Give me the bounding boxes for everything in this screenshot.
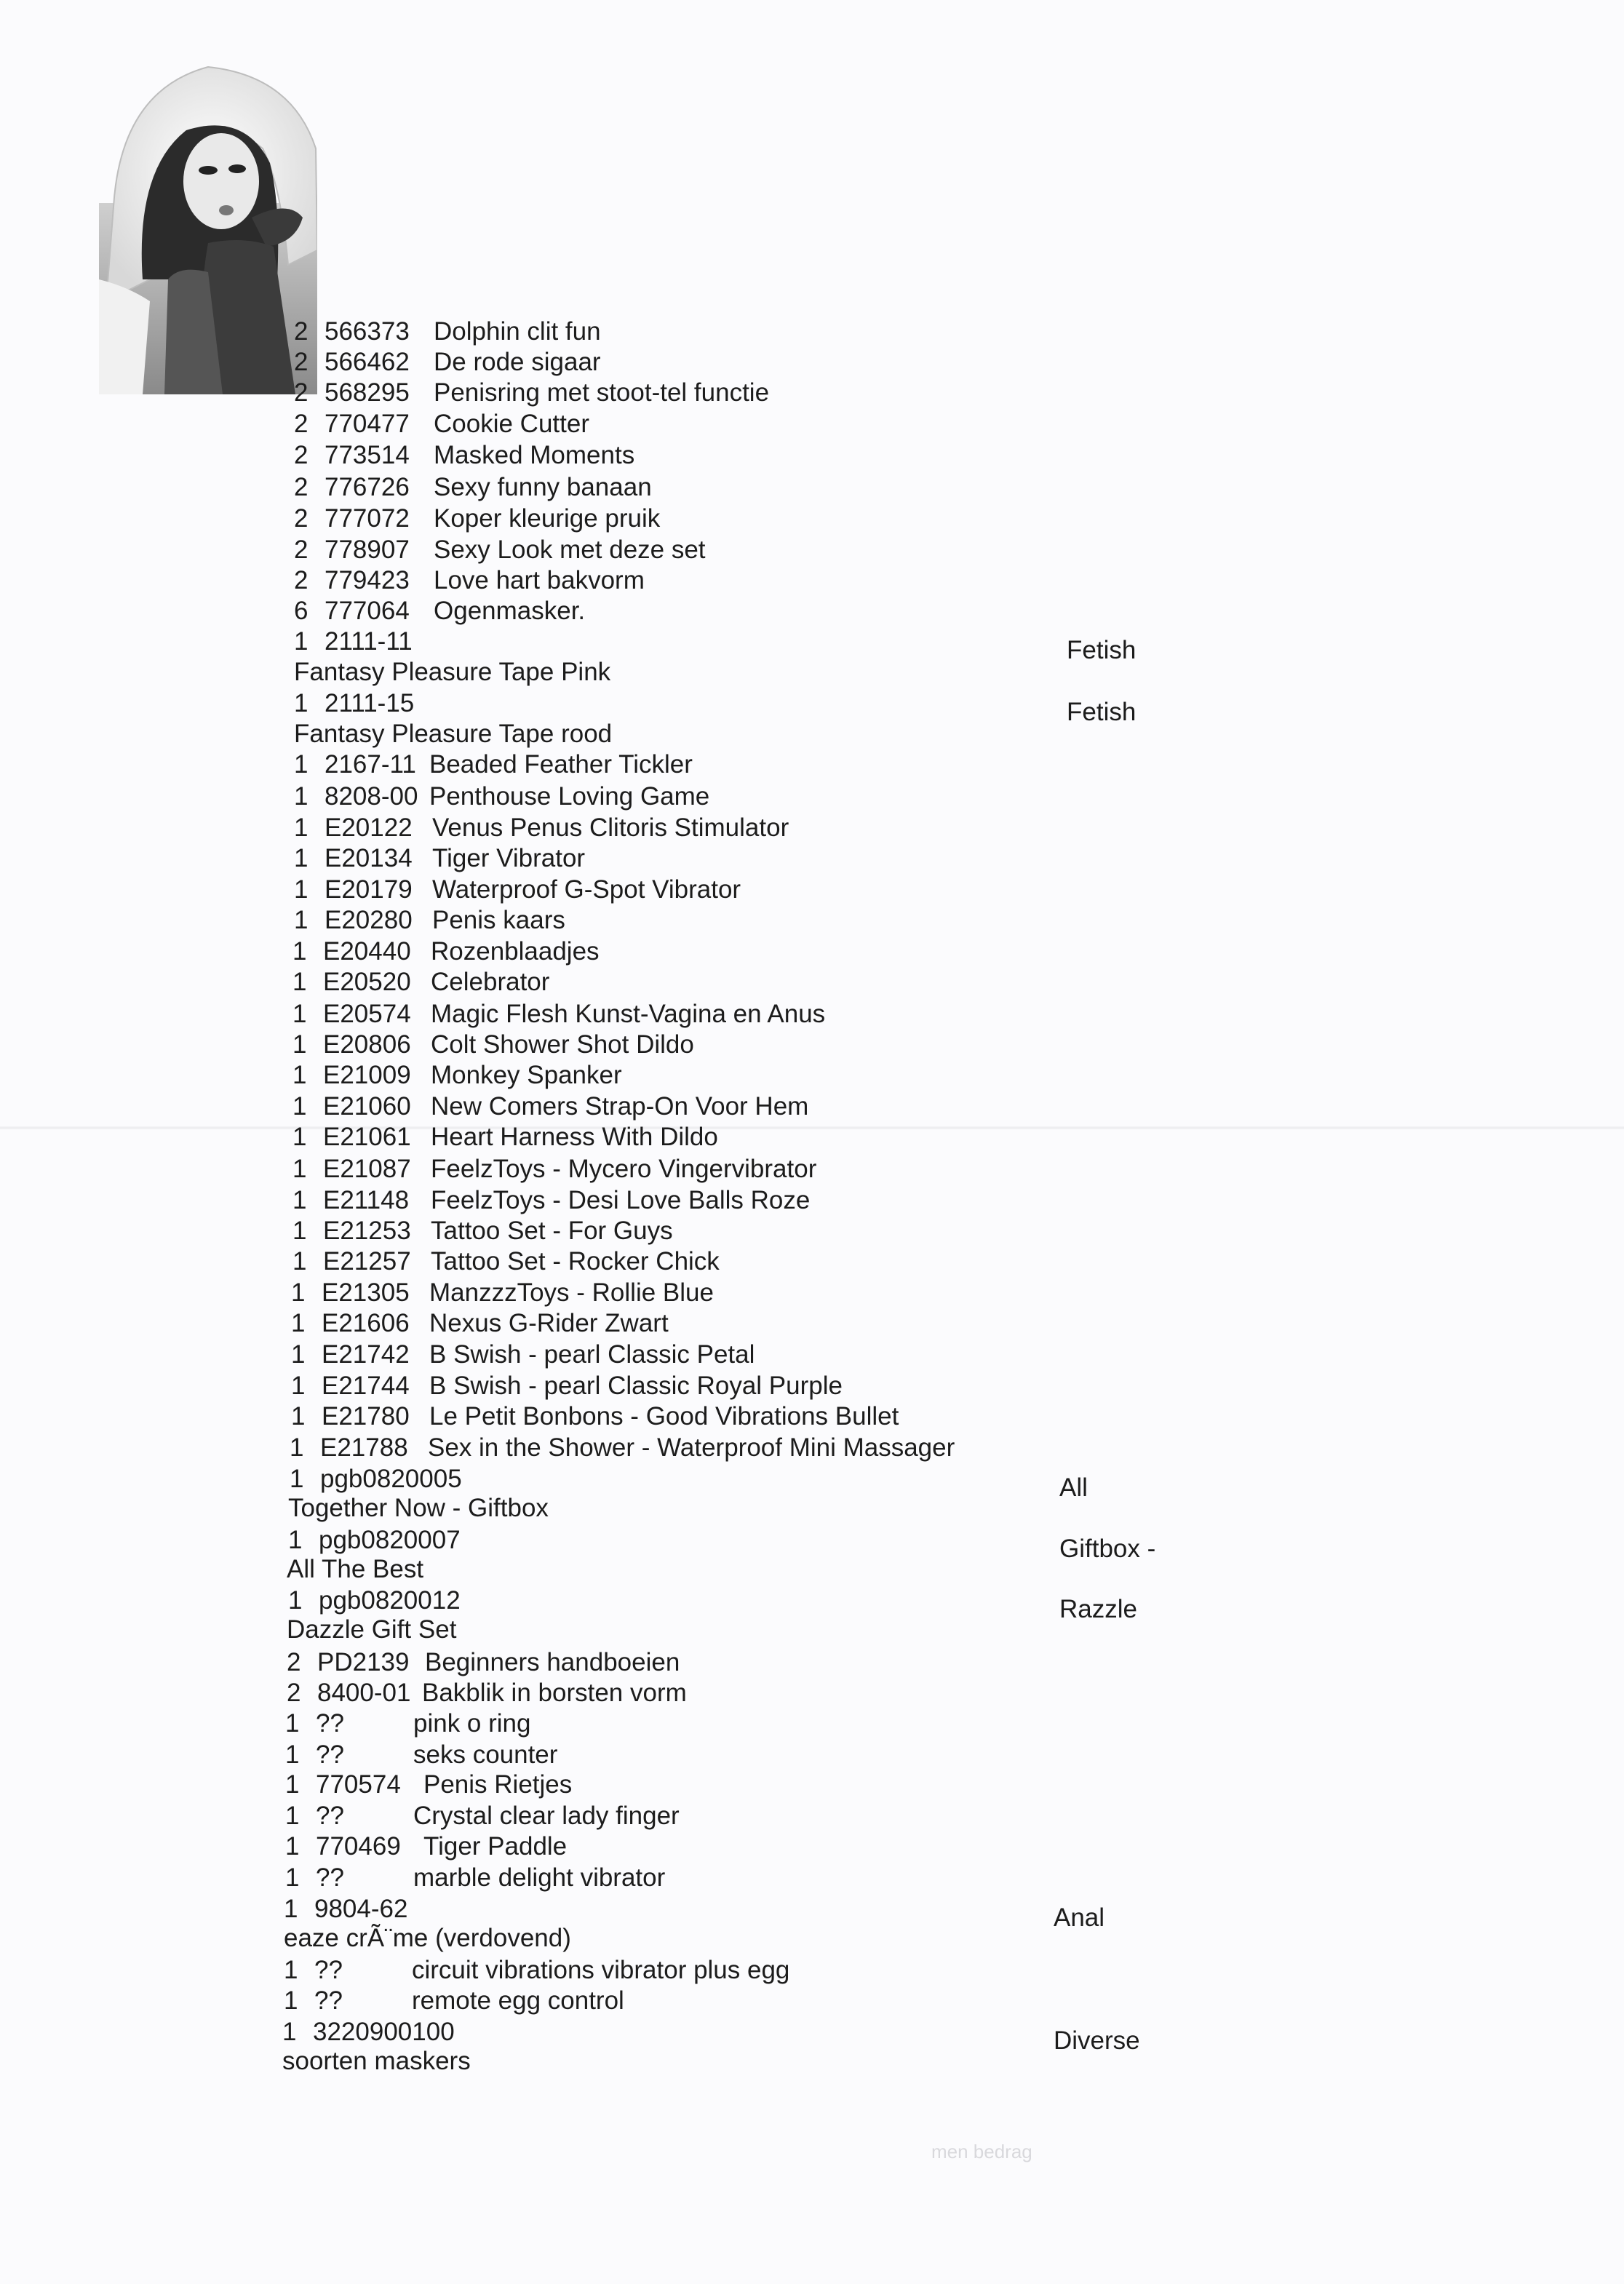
item-code: 8208-00 — [325, 782, 418, 811]
item-description: Tiger Paddle — [423, 1832, 568, 1861]
item-category: All — [1059, 1473, 1088, 1502]
item-code: E20134 — [325, 844, 413, 872]
item-description: De rode sigaar — [434, 348, 601, 376]
item-quantity: 2 — [294, 410, 309, 438]
item-description: Nexus G-Rider Zwart — [429, 1309, 669, 1337]
item-description: Penthouse Loving Game — [429, 782, 710, 811]
item-code: E21061 — [323, 1123, 411, 1151]
item-quantity: 1 — [291, 1372, 306, 1400]
item-description: Beaded Feather Tickler — [429, 750, 693, 779]
item-category: Giftbox - — [1059, 1535, 1156, 1563]
item-quantity: 1 — [284, 1956, 298, 1984]
item-quantity: 1 — [284, 1986, 298, 2015]
item-quantity: 1 — [294, 906, 309, 934]
item-code: ?? — [314, 1986, 343, 2015]
item-description: Le Petit Bonbons - Good Vibrations Bullet — [429, 1402, 899, 1431]
item-code: 2111-11 — [325, 627, 413, 656]
item-quantity: 1 — [291, 1309, 306, 1337]
item-category: Anal — [1054, 1903, 1105, 1932]
item-category: Diverse — [1054, 2026, 1140, 2055]
item-description: Waterproof G-Spot Vibrator — [432, 875, 741, 904]
item-code: 770477 — [325, 410, 410, 438]
item-quantity: 1 — [288, 1526, 303, 1554]
item-code: E21305 — [322, 1278, 410, 1307]
item-code: E21253 — [323, 1217, 411, 1245]
item-quantity: 2 — [294, 566, 309, 594]
item-code: ?? — [316, 1863, 344, 1892]
item-description: Cookie Cutter — [434, 410, 589, 438]
item-quantity: 1 — [291, 1278, 306, 1307]
item-description: Dazzle Gift Set — [287, 1615, 457, 1644]
item-code: 770574 — [316, 1770, 401, 1799]
item-description: Colt Shower Shot Dildo — [431, 1030, 694, 1059]
item-description: Celebrator — [431, 968, 550, 996]
item-quantity: 1 — [285, 1832, 300, 1861]
item-description: B Swish - pearl Classic Royal Purple — [429, 1372, 843, 1400]
item-quantity: 1 — [291, 1340, 306, 1369]
item-quantity: 1 — [292, 1000, 307, 1028]
item-quantity: 2 — [294, 441, 309, 469]
item-code: pgb0820012 — [319, 1586, 461, 1615]
item-description: Rozenblaadjes — [431, 937, 600, 966]
item-code: E21780 — [322, 1402, 410, 1431]
item-continuation-line — [287, 1615, 456, 1644]
item-code: pgb0820007 — [319, 1526, 461, 1554]
item-description: Heart Harness With Dildo — [431, 1123, 718, 1151]
item-code: 2167-11 — [325, 750, 416, 779]
item-code: 8400-01 — [317, 1679, 411, 1707]
item-description: Sex in the Shower - Waterproof Mini Massager — [428, 1433, 955, 1462]
item-description: Bakblik in borsten vorm — [422, 1679, 687, 1707]
item-quantity: 1 — [294, 875, 309, 904]
item-code: 777064 — [325, 597, 410, 625]
item-description: Penis Rietjes — [423, 1770, 573, 1799]
item-category: Razzle — [1059, 1595, 1137, 1623]
item-quantity: 1 — [284, 1895, 298, 1923]
item-quantity: 2 — [294, 378, 309, 407]
item-quantity: 1 — [285, 1863, 300, 1892]
item-quantity: 2 — [294, 473, 309, 501]
item-description: Tiger Vibrator — [432, 844, 586, 872]
item-continuation-line — [294, 658, 610, 687]
item-quantity: 1 — [285, 1770, 300, 1799]
item-description: Together Now - Giftbox — [288, 1494, 549, 1522]
item-quantity: 1 — [290, 1465, 304, 1493]
item-quantity: 1 — [290, 1433, 304, 1462]
item-code: E21788 — [320, 1433, 408, 1462]
item-code: 566373 — [325, 317, 410, 346]
item-description: Tattoo Set - For Guys — [431, 1217, 673, 1245]
item-quantity: 1 — [288, 1586, 303, 1615]
item-quantity: 1 — [282, 2018, 297, 2046]
item-quantity: 6 — [294, 597, 309, 625]
item-description: Penisring met stoot-tel functie — [434, 378, 770, 407]
item-description: Magic Flesh Kunst-Vagina en Anus — [431, 1000, 826, 1028]
item-description: All The Best — [287, 1555, 424, 1583]
item-code: PD2139 — [317, 1648, 410, 1676]
item-description: ManzzzToys - Rollie Blue — [429, 1278, 714, 1307]
item-quantity: 1 — [294, 782, 309, 811]
item-code: E20179 — [325, 875, 413, 904]
item-quantity: 2 — [287, 1648, 301, 1676]
item-description: Venus Penus Clitoris Stimulator — [432, 813, 789, 842]
item-continuation-line — [284, 1924, 571, 1953]
item-description: Masked Moments — [434, 441, 635, 469]
item-description: FeelzToys - Desi Love Balls Roze — [431, 1186, 811, 1214]
item-quantity: 1 — [292, 1123, 307, 1151]
item-description: circuit vibrations vibrator plus egg — [412, 1956, 790, 1984]
item-category: Fetish — [1067, 636, 1137, 664]
item-continuation-line — [287, 1555, 423, 1584]
item-quantity: 1 — [294, 627, 309, 656]
item-quantity: 1 — [294, 750, 309, 779]
item-quantity: 1 — [292, 1247, 307, 1276]
item-description: Ogenmasker. — [434, 597, 586, 625]
item-code: E20440 — [323, 937, 411, 966]
item-code: 3220900100 — [313, 2018, 455, 2046]
item-code: E20574 — [323, 1000, 411, 1028]
item-quantity: 2 — [294, 317, 309, 346]
item-description: Tattoo Set - Rocker Chick — [431, 1247, 720, 1276]
item-quantity: 1 — [292, 1030, 307, 1059]
item-description: New Comers Strap-On Voor Hem — [431, 1092, 809, 1121]
item-code: E20806 — [323, 1030, 411, 1059]
item-description: Penis kaars — [432, 906, 565, 934]
item-quantity: 1 — [294, 689, 309, 717]
item-quantity: 1 — [292, 1061, 307, 1089]
item-code: 770469 — [316, 1832, 401, 1861]
item-description: Sexy funny banaan — [434, 473, 652, 501]
item-description: FeelzToys - Mycero Vingervibrator — [431, 1155, 817, 1183]
item-quantity: 2 — [294, 504, 309, 533]
item-description: Dolphin clit fun — [434, 317, 601, 346]
item-code: E21606 — [322, 1309, 410, 1337]
item-code: E20122 — [325, 813, 413, 842]
item-quantity: 1 — [285, 1740, 300, 1769]
item-quantity: 1 — [292, 968, 307, 996]
item-code: E20520 — [323, 968, 411, 996]
item-quantity: 1 — [291, 1402, 306, 1431]
item-code: 9804-62 — [314, 1895, 408, 1923]
item-description: eaze crÃ¨me (verdovend) — [284, 1924, 571, 1952]
item-code: E21742 — [322, 1340, 410, 1369]
item-quantity: 1 — [285, 1709, 300, 1738]
item-code: ?? — [316, 1740, 344, 1769]
item-code: ?? — [316, 1802, 344, 1830]
item-code: ?? — [314, 1956, 343, 1984]
item-code: E21257 — [323, 1247, 411, 1276]
item-quantity: 1 — [285, 1802, 300, 1830]
item-description: Sexy Look met deze set — [434, 536, 706, 564]
item-code: E20280 — [325, 906, 413, 934]
item-code: 777072 — [325, 504, 410, 533]
item-quantity: 1 — [292, 1092, 307, 1121]
item-description: Fantasy Pleasure Tape Pink — [294, 658, 611, 686]
item-quantity: 2 — [287, 1679, 301, 1707]
item-code: E21009 — [323, 1061, 411, 1089]
item-description: seks counter — [413, 1740, 558, 1769]
item-description: Koper kleurige pruik — [434, 504, 661, 533]
item-quantity: 1 — [292, 937, 307, 966]
item-description: remote egg control — [412, 1986, 624, 2015]
item-code: 778907 — [325, 536, 410, 564]
item-description: Beginners handboeien — [425, 1648, 680, 1676]
item-category: Fetish — [1067, 698, 1137, 726]
item-code: E21060 — [323, 1092, 411, 1121]
item-code: pgb0820005 — [320, 1465, 462, 1493]
item-code: 568295 — [325, 378, 410, 407]
item-quantity: 2 — [294, 536, 309, 564]
item-description: Monkey Spanker — [431, 1061, 622, 1089]
item-code: 776726 — [325, 473, 410, 501]
item-quantity: 1 — [292, 1217, 307, 1245]
item-description: pink o ring — [413, 1709, 531, 1738]
item-description: soorten maskers — [282, 2047, 471, 2075]
item-description: Love hart bakvorm — [434, 566, 645, 594]
item-quantity: 1 — [294, 813, 309, 842]
item-continuation-line — [294, 720, 612, 749]
item-code: ?? — [316, 1709, 344, 1738]
item-code: 779423 — [325, 566, 410, 594]
item-description: Fantasy Pleasure Tape rood — [294, 720, 613, 748]
item-code: 2111-15 — [325, 689, 415, 717]
item-description: marble delight vibrator — [413, 1863, 666, 1892]
item-quantity: 2 — [294, 348, 309, 376]
item-continuation-line — [282, 2047, 471, 2076]
item-description: Crystal clear lady finger — [413, 1802, 680, 1830]
item-continuation-line — [288, 1494, 549, 1523]
item-code: 773514 — [325, 441, 410, 469]
bleed-through-text: men bedrag — [931, 2141, 1032, 2162]
item-quantity: 1 — [294, 844, 309, 872]
item-code: 566462 — [325, 348, 410, 376]
item-code: E21148 — [323, 1186, 410, 1214]
item-code: E21744 — [322, 1372, 410, 1400]
item-description: B Swish - pearl Classic Petal — [429, 1340, 755, 1369]
item-quantity: 1 — [292, 1186, 307, 1214]
item-code: E21087 — [323, 1155, 411, 1183]
item-quantity: 1 — [292, 1155, 307, 1183]
